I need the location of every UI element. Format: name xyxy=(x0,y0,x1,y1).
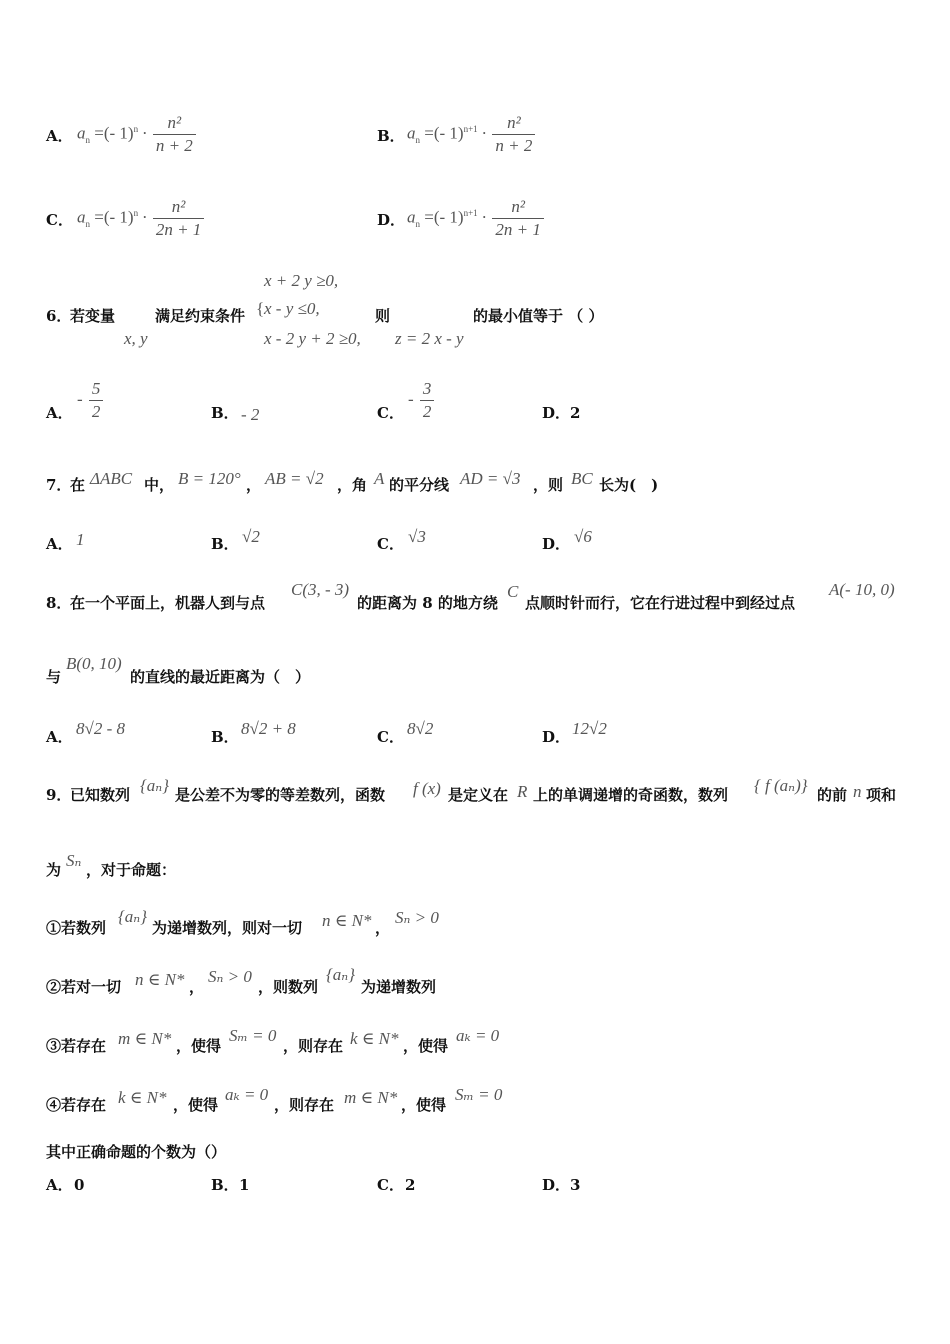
q5-option-a-formula: $a_n$ =(- 1)$^n$ · $\frac{\text{n²}}{n + 2}$ xyxy=(77,112,196,157)
q9-option-c-value: 2 xyxy=(405,1176,416,1194)
q9-prop-3-mid2: ，则存在 xyxy=(283,1037,344,1055)
q6-text-2: 满足约束条件 xyxy=(155,307,246,325)
q9-option-b-value: 1 xyxy=(239,1176,250,1194)
q6-option-d-value: 2 xyxy=(570,404,581,422)
q9-option-a-label: A． xyxy=(46,1176,73,1194)
q9-prop-2-m2: Sₙ > 0 xyxy=(208,967,252,986)
q7-angle-a: A xyxy=(374,469,385,488)
q7-angle-b: B = 120° xyxy=(178,469,241,488)
q9-prop-4-m3: m ∈ N* xyxy=(344,1088,398,1107)
q9-text-2: 是公差不为零的等差数列，函数 xyxy=(175,786,386,804)
q6-vars: x, y xyxy=(124,329,148,348)
q5-option-d-label: D． xyxy=(377,211,406,229)
q6-option-c-label: C． xyxy=(377,404,404,422)
q9-prop-1-m2: n ∈ N* xyxy=(322,911,372,930)
q9-prop-3-m2: Sₘ = 0 xyxy=(229,1026,277,1045)
q6-text-3: 则 xyxy=(375,307,391,325)
q6-option-b-label: B． xyxy=(211,404,239,422)
q9-prop-3-m1: m ∈ N* xyxy=(118,1029,172,1048)
q9-option-c-label: C． xyxy=(377,1176,404,1194)
q9-option-d-label: D． xyxy=(542,1176,571,1194)
q9-prop-1-m3: Sₙ > 0 xyxy=(395,908,439,927)
q6-option-d-label: D． xyxy=(542,404,571,422)
q7-text-7: 长为( ) xyxy=(599,476,659,494)
q9-text-7: 为 xyxy=(46,861,62,879)
q8-option-d-label: D． xyxy=(542,728,571,746)
q9-prop-4-m2: aₖ = 0 xyxy=(225,1085,269,1104)
q9-prop-4-m4: Sₘ = 0 xyxy=(455,1085,503,1104)
q9-prop-3-pre: ③若存在 xyxy=(46,1037,107,1055)
q6-constraint-2: x - y ≤0, xyxy=(264,299,320,318)
q7-text-2: 中， xyxy=(144,476,175,494)
q9-prop-3-m3: k ∈ N* xyxy=(350,1029,399,1048)
q8-text-5: 的直线的最近距离为（ ） xyxy=(130,668,311,686)
q6-option-b-value: - 2 xyxy=(241,405,260,424)
q9-sequence-an: {aₙ} xyxy=(140,776,169,795)
q7-option-b-value: √2 xyxy=(242,527,260,546)
q5-option-b-label: B． xyxy=(377,127,405,145)
q9-option-d-value: 3 xyxy=(570,1176,581,1194)
q9-prop-2-sep: ， xyxy=(189,978,205,996)
q6-option-a-value: - $\frac{5}{2}$ xyxy=(77,378,103,423)
q9-number: 9． xyxy=(46,786,72,804)
q9-prop-4-m1: k ∈ N* xyxy=(118,1088,167,1107)
q9-prop-2-m3: {aₙ} xyxy=(326,965,355,984)
q9-prop-2-m1: n ∈ N* xyxy=(135,970,185,989)
q9-var-n: n xyxy=(853,782,862,801)
q9-text-5: 的前 xyxy=(817,786,848,804)
q7-text-4: ，角 xyxy=(337,476,368,494)
q9-option-a-value: 0 xyxy=(74,1176,85,1194)
q7-option-c-label: C． xyxy=(377,535,404,553)
q8-text-2: 的距离为 8 的地方绕 xyxy=(357,594,498,612)
q8-option-c-value: 8√2 xyxy=(407,719,434,738)
q6-brace: { xyxy=(256,299,265,318)
q7-text-3: ， xyxy=(246,476,262,494)
q7-option-d-label: D． xyxy=(542,535,571,553)
q9-prop-4-mid1: ，使得 xyxy=(173,1096,219,1114)
q7-option-c-value: √3 xyxy=(408,527,426,546)
q9-prop-3-mid3: ，使得 xyxy=(403,1037,449,1055)
q5-option-d-formula: $a_n$ =(- 1)$^{n+1}$ · $\frac{\text{n²}}{2n + 1}$ xyxy=(407,196,544,241)
q8-point-c-label: C xyxy=(507,582,519,601)
q8-point-c: C(3, - 3) xyxy=(291,580,350,599)
q7-text-1: 在 xyxy=(70,476,86,494)
q9-prop-1-sep: ， xyxy=(375,919,391,937)
q7-text-6: ，则 xyxy=(533,476,564,494)
q6-option-a-label: A． xyxy=(46,404,73,422)
q9-text-6: 项和 xyxy=(866,786,897,804)
q6-constraint-1: x + 2 y ≥0, xyxy=(264,271,339,290)
q8-point-a: A(- 10, 0) xyxy=(829,580,895,599)
q6-number: 6． xyxy=(46,307,72,325)
q5-option-c-label: C． xyxy=(46,211,73,229)
q7-option-b-label: B． xyxy=(211,535,239,553)
q9-sequence-f-an: { f (aₙ)} xyxy=(754,776,808,795)
q9-ask: 其中正确命题的个数为（） xyxy=(46,1143,227,1161)
q7-option-d-value: √6 xyxy=(574,527,592,546)
q8-option-d-value: 12√2 xyxy=(572,719,607,738)
q9-sum-sn: Sₙ xyxy=(66,851,82,870)
q9-prop-2-mid: ，则数列 xyxy=(258,978,319,996)
q9-option-b-label: B． xyxy=(211,1176,239,1194)
q9-prop-2-pre: ②若对一切 xyxy=(46,978,122,996)
q5-option-b-formula: $a_n$ =(- 1)$^{n+1}$ · $\frac{\text{n²}}{n + 2}$ xyxy=(407,112,535,157)
q8-text-1: 在一个平面上，机器人到与点 xyxy=(70,594,266,612)
q6-option-c-value: - $\frac{3}{2}$ xyxy=(408,378,434,423)
q7-side-ab: AB = √2 xyxy=(265,469,324,488)
q8-option-b-value: 8√2 + 8 xyxy=(241,719,296,738)
q9-prop-4-mid2: ，则存在 xyxy=(274,1096,335,1114)
q7-text-5: 的平分线 xyxy=(389,476,450,494)
q6-text-4: 的最小值等于 （ ） xyxy=(473,307,604,325)
q7-option-a-value: 1 xyxy=(76,530,85,549)
q9-prop-3-mid1: ，使得 xyxy=(176,1037,222,1055)
q7-option-a-label: A． xyxy=(46,535,73,553)
q6-objective: z = 2 x - y xyxy=(395,329,464,348)
q9-prop-4-mid3: ，使得 xyxy=(401,1096,447,1114)
q9-text-8: ，对于命题： xyxy=(86,861,177,879)
q8-option-b-label: B． xyxy=(211,728,239,746)
q7-side-bc: BC xyxy=(571,469,593,488)
q5-option-a-label: A． xyxy=(46,127,73,145)
q9-prop-1-pre: ①若数列 xyxy=(46,919,107,937)
q8-point-b: B(0, 10) xyxy=(66,654,122,673)
q8-option-a-value: 8√2 - 8 xyxy=(76,719,125,738)
q9-set-r: R xyxy=(517,782,528,801)
q9-prop-3-m4: aₖ = 0 xyxy=(456,1026,500,1045)
q9-text-4: 上的单调递增的奇函数，数列 xyxy=(533,786,729,804)
q9-prop-4-pre: ④若存在 xyxy=(46,1096,107,1114)
q9-text-1: 已知数列 xyxy=(70,786,131,804)
q9-text-3: 是定义在 xyxy=(448,786,509,804)
q7-number: 7． xyxy=(46,476,72,494)
q8-option-c-label: C． xyxy=(377,728,404,746)
q8-option-a-label: A． xyxy=(46,728,73,746)
q9-prop-1-m1: {aₙ} xyxy=(118,907,147,926)
q6-constraint-3: x - 2 y + 2 ≥0, xyxy=(264,329,361,348)
q7-bisector-ad: AD = √3 xyxy=(460,469,521,488)
q8-text-4: 与 xyxy=(46,668,62,686)
q9-prop-1-mid: 为递增数列，则对一切 xyxy=(152,919,303,937)
q8-text-3: 点顺时针而行，它在行进过程中到经过点 xyxy=(525,594,796,612)
q9-prop-2-post: 为递增数列 xyxy=(361,978,437,996)
q8-number: 8． xyxy=(46,594,72,612)
q6-text-1: 若变量 xyxy=(70,307,116,325)
q5-option-c-formula: $a_n$ =(- 1)$^n$ · $\frac{\text{n²}}{2n + 1}$ xyxy=(77,196,204,241)
q7-triangle: ΔABC xyxy=(90,469,133,488)
q9-function-f: f (x) xyxy=(413,779,441,798)
